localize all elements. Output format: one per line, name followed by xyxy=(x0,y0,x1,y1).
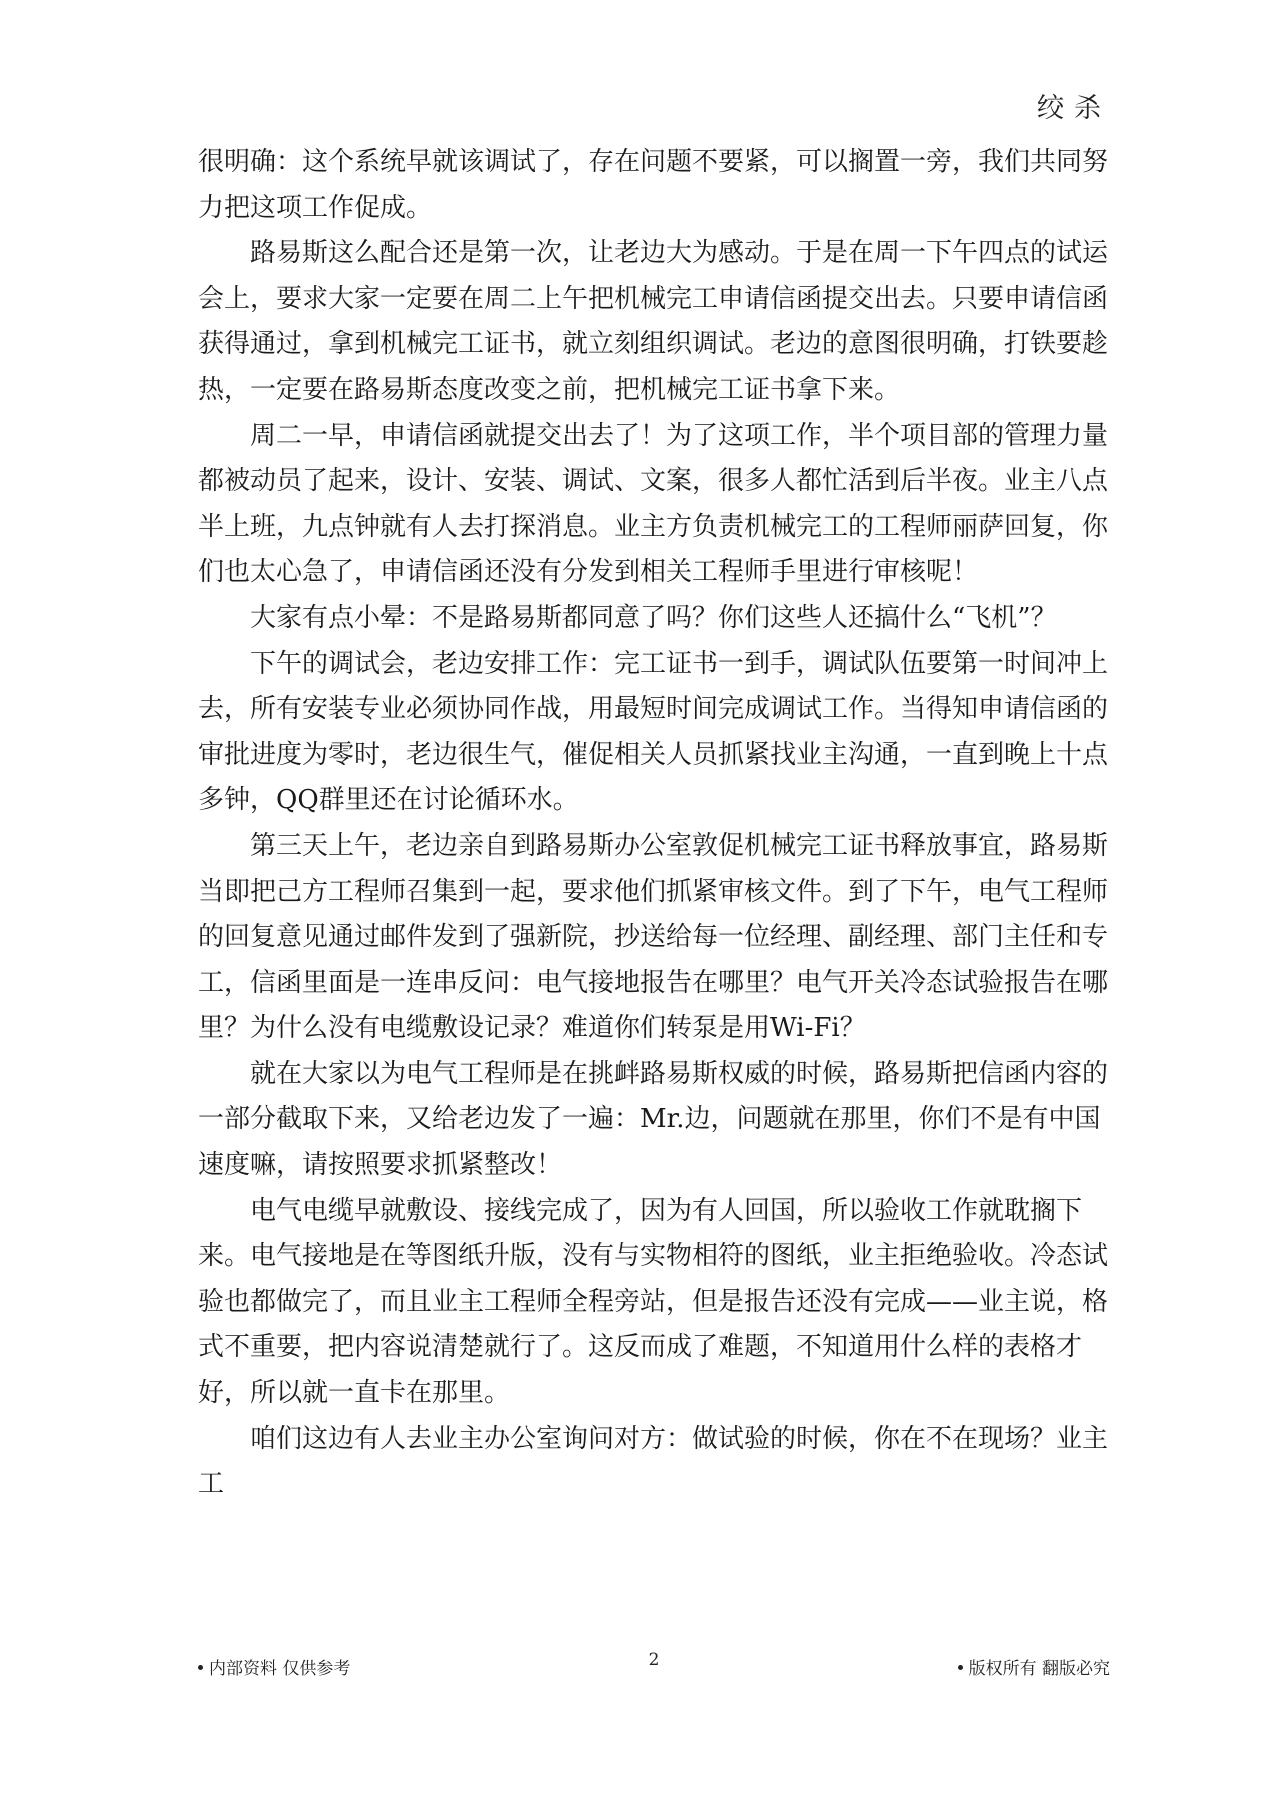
paragraph: 周二一早，申请信函就提交出去了！为了这项工作，半个项目部的管理力量都被动员了起来，设计、安装、调试、文案，很多人都忙活到后半夜。业主八点半上班，九点钟就有人去打探消息。业主方负责机械完工的工程师丽萨回复，你们也太心急了，申请信函还没有分发到相关工程师手里进行审核呢！ xyxy=(198,420,1109,588)
footer-left-text: 内部资料 仅供参考 xyxy=(209,1659,351,1679)
page-number: 2 xyxy=(648,1650,660,1670)
bullet-icon xyxy=(958,1665,963,1670)
paragraph: 电气电缆早就敷设、接线完成了，因为有人回国，所以验收工作就耽搁下来。电气接地是在等图纸升版，没有与实物相符的图纸，业主拒绝验收。冷态试验也都做完了，而且业主工程师全程旁站，但是报告还没有完成——业主说，格式不重要，把内容说清楚就行了。这反而成了难题，不知道用什么样的表格才好，所以就一直卡在那里。 xyxy=(198,1195,1109,1409)
paragraph: 大家有点小晕：不是路易斯都同意了吗？你们这些人还搞什么“飞机”？ xyxy=(250,602,1057,633)
running-title: 绞杀 xyxy=(1037,93,1111,124)
paragraph: 下午的调试会，老边安排工作：完工证书一到手，调试队伍要第一时间冲上去，所有安装专业必须协同作战，用最短时间完成调试工作。当得知申请信函的审批进度为零时，老边很生气，催促相关人员抓紧找业主沟通，一直到晚上十点多钟，QQ群里还在讨论循环水。 xyxy=(198,648,1109,816)
footer-right-text: 版权所有 翻版必究 xyxy=(968,1659,1110,1679)
page-footer xyxy=(198,1650,1110,1684)
paragraph: 路易斯这么配合还是第一次，让老边大为感动。于是在周一下午四点的试运会上，要求大家一定要在周二上午把机械完工申请信函提交出去。只要申请信函获得通过，拿到机械完工证书，就立刻组织调试。老边的意图很明确，打铁要趁热，一定要在路易斯态度改变之前，把机械完工证书拿下来。 xyxy=(198,238,1109,405)
footer-right xyxy=(958,1654,1110,1679)
paragraph: 咱们这边有人去业主办公室询问对方：做试验的时候，你在不在现场？业主工 xyxy=(198,1423,1109,1500)
body-text xyxy=(198,140,1110,1508)
paragraph-continuation: 很明确：这个系统早就该调试了，存在问题不要紧，可以搁置一旁，我们共同努力把这项工作促成。 xyxy=(198,147,1109,223)
paragraph: 第三天上午，老边亲自到路易斯办公室敦促机械完工证书释放事宜，路易斯当即把己方工程师召集到一起，要求他们抓紧审核文件。到了下午，电气工程师的回复意见通过邮件发到了强新院，抄送给每一位经理、副经理、部门主任和专工，信函里面是一连串反问：电气接地报告在哪里？电气开关冷态试验报告在哪里？为什么没有电缆敷设记录？难道你们转泵是用Wi-Fi？ xyxy=(198,830,1109,1044)
paragraph: 就在大家以为电气工程师是在挑衅路易斯权威的时候，路易斯把信函内容的一部分截取下来，又给老边发了一遍：Mr.边，问题就在那里，你们不是有中国速度嘛，请按照要求抓紧整改！ xyxy=(198,1058,1109,1181)
